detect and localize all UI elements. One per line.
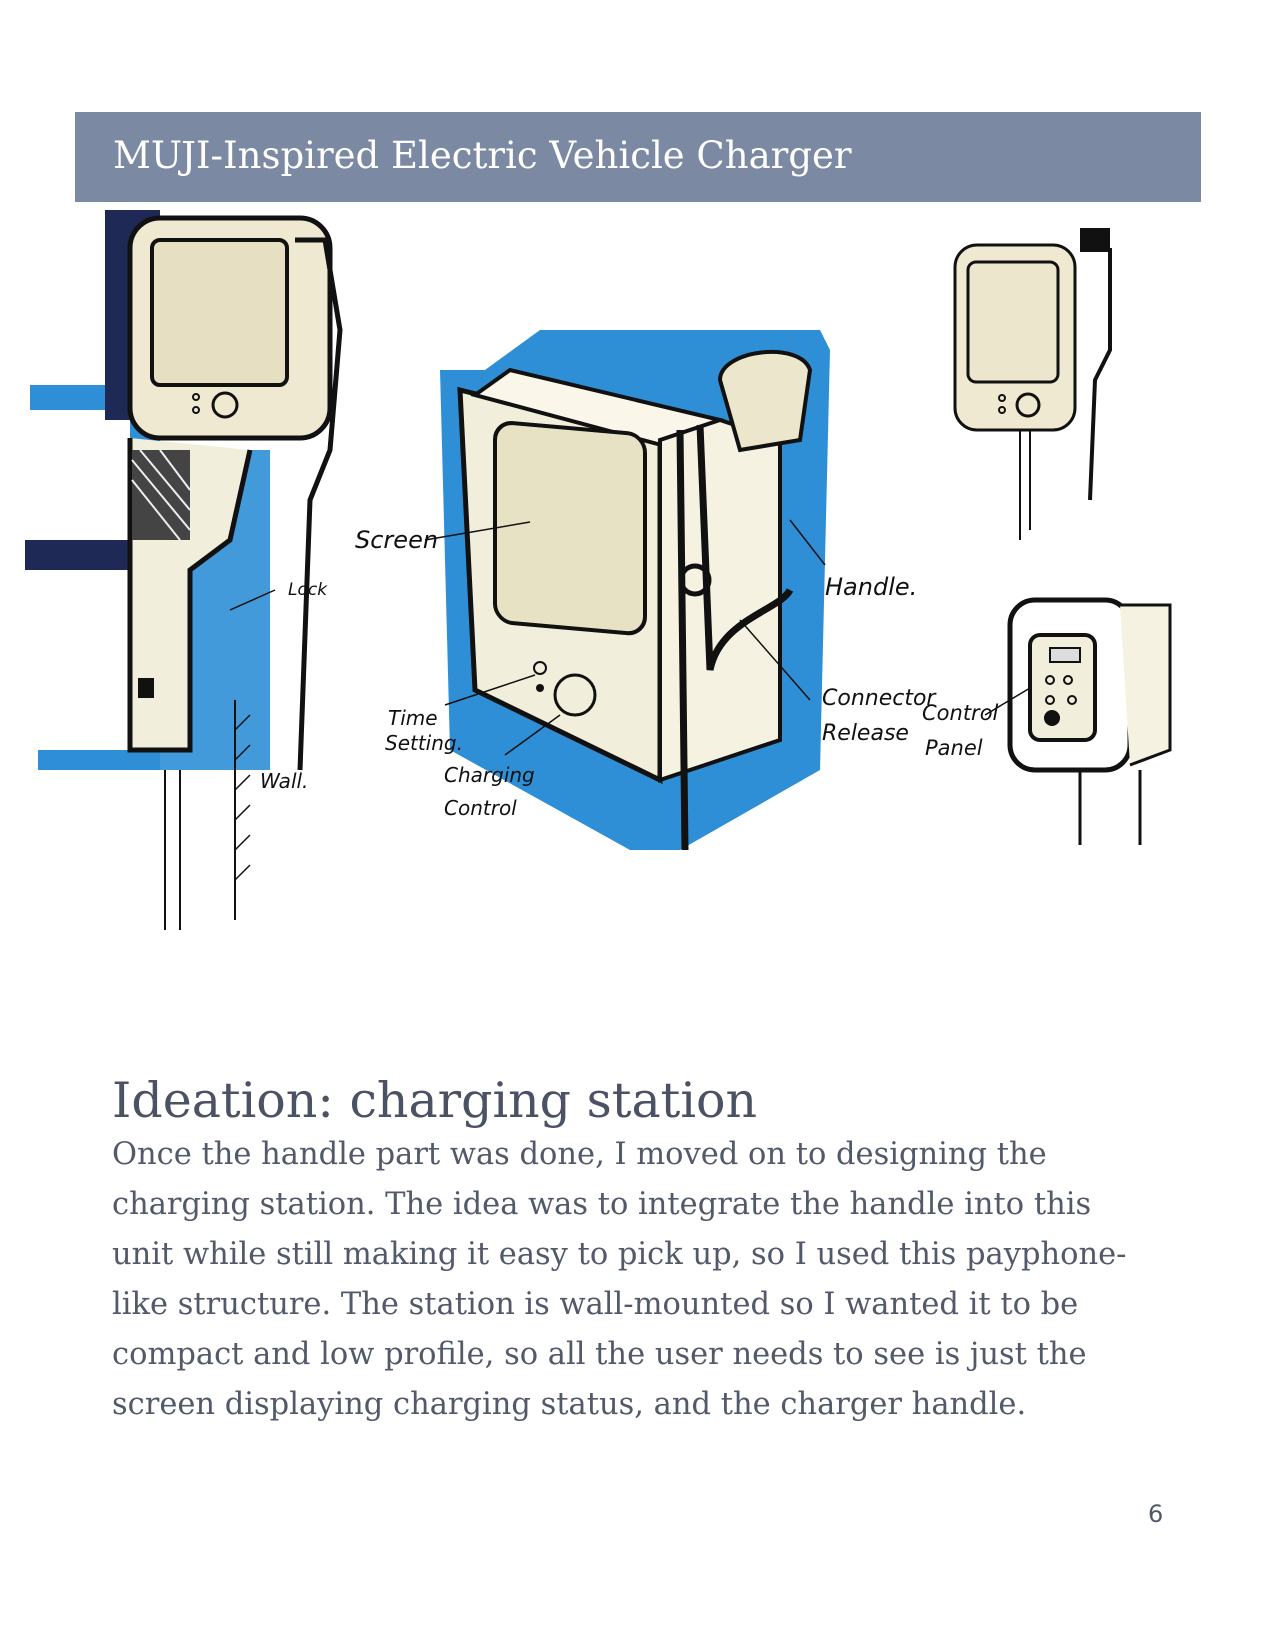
- label-screen: Screen: [355, 526, 439, 554]
- label-connector-release-2: Release: [822, 721, 909, 746]
- side-view-sketch: [25, 210, 340, 930]
- title-bar: [75, 112, 1201, 202]
- label-handle: Handle.: [825, 573, 918, 601]
- charger-sketch-illustration: [20, 210, 1255, 990]
- label-wall: Wall.: [260, 769, 309, 793]
- label-connector-release-1: Connector: [822, 686, 936, 711]
- body-line: like structure. The station is wall-mounted so I wanted it to be: [112, 1287, 1079, 1322]
- section-heading: Ideation: charging station: [112, 1072, 758, 1129]
- main-charger-sketch: [355, 330, 937, 850]
- body-line: compact and low profile, so all the user needs to see is just the: [112, 1337, 1087, 1372]
- label-charging-control-1: Charging: [444, 763, 535, 787]
- label-time-setting-2: Setting.: [385, 731, 463, 755]
- small-unit-sketch: [955, 228, 1110, 540]
- page-title: MUJI-Inspired Electric Vehicle Charger: [113, 134, 852, 177]
- body-line: unit while still making it easy to pick up, so I used this payphone-: [112, 1237, 1127, 1272]
- body-line: charging station. The idea was to integrate the handle into this: [112, 1187, 1092, 1222]
- label-control-panel-1: Control: [922, 701, 999, 725]
- label-lock: Lock: [288, 580, 328, 600]
- body-line: screen displaying charging status, and the charger handle.: [112, 1387, 1027, 1422]
- label-charging-control-2: Control: [444, 796, 517, 820]
- label-control-panel-2: Panel: [925, 736, 983, 760]
- body-line: Once the handle part was done, I moved on to designing the: [112, 1137, 1047, 1172]
- page-number: 6: [1148, 1500, 1164, 1528]
- control-panel-unit-sketch: [922, 600, 1170, 845]
- label-time-setting-1: Time: [388, 706, 438, 730]
- body-paragraph: [112, 1130, 1192, 1430]
